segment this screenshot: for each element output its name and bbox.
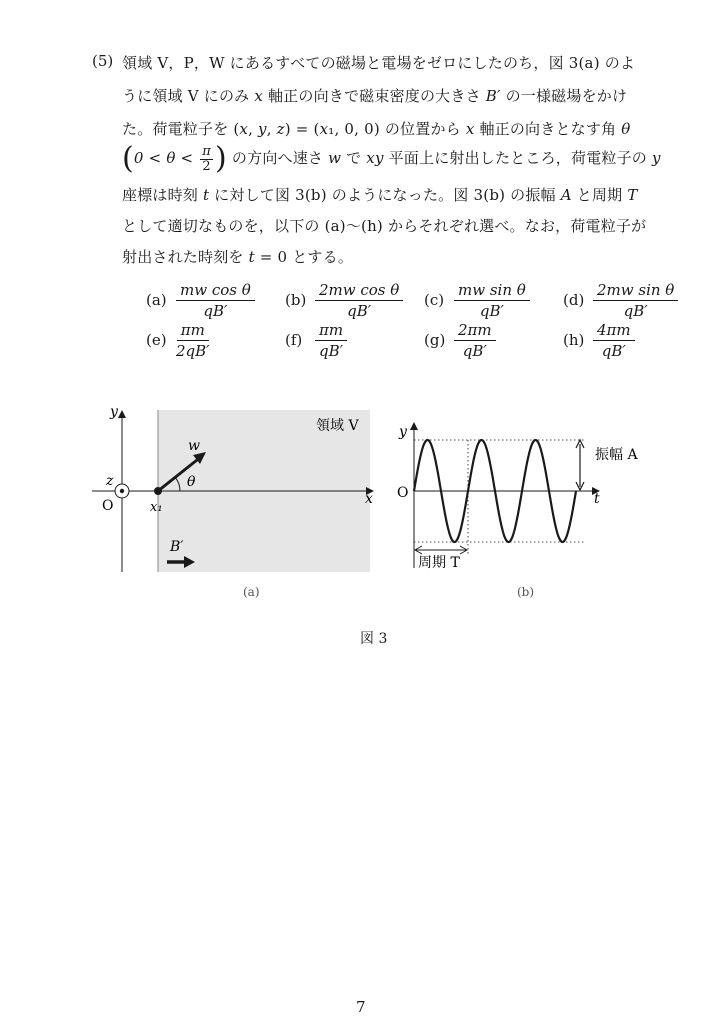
choice-d[interactable]: (d) $\frac{\text{2mw sin θ}}{qB'}$ xyxy=(563,280,678,320)
x-axis-label-a: x xyxy=(365,491,373,507)
question-line-1: 領域 V，P，W にあるすべての磁場と電場をゼロにしたのち，図 3(a) のよ xyxy=(122,54,636,72)
choice-h[interactable]: (h) $\frac{4\pi m}{qB'}$ xyxy=(563,320,635,360)
question-line-7: 射出された時刻を t = 0 とする。 xyxy=(122,248,354,266)
choice-g[interactable]: (g) $\frac{2\pi m}{qB'}$ xyxy=(424,320,496,360)
y-axis-label-b: y xyxy=(399,424,407,440)
question-line-6: として適切なものを，以下の (a)〜(h) からそれぞれ選べ。なお，荷電粒子が xyxy=(122,217,647,235)
question-line-3: た。荷電粒子を (x, y, z) = (x₁, 0, 0) の位置から x 軸正の向きとなす角 θ xyxy=(122,120,631,138)
origin-label-a: O xyxy=(102,498,114,514)
field-label: B′ xyxy=(170,539,184,555)
angle-label: θ xyxy=(187,474,196,490)
y-axis-label-a: y xyxy=(110,404,118,420)
choice-c[interactable]: (c) $\frac{\text{mw sin θ}}{qB'}$ xyxy=(424,280,530,320)
subfigure-label-a: (a) xyxy=(243,585,260,599)
choice-e[interactable]: (e) $\frac{\pi m}{2qB'}$ xyxy=(146,320,210,360)
question-line-4: (0 < θ < $\frac{\pi}{2}$ ) の方向へ速さ w で xy 平面上に射出したところ，荷電粒子の y xyxy=(122,141,661,176)
figure-3b xyxy=(397,424,638,599)
figure-caption: 図 3 xyxy=(360,631,388,647)
origin-label-b: O xyxy=(397,485,409,501)
region-v-label: 領域 V xyxy=(316,418,359,434)
subfigure-label-b: (b) xyxy=(517,585,535,599)
velocity-label: w xyxy=(188,438,200,454)
question-line-2: うに領域 V にのみ x 軸正の向きで磁束密度の大きさ B′ の一様磁場をかけ xyxy=(122,87,628,105)
choice-a[interactable]: (a) $\frac{\text{mw cos θ}}{qB'}$ xyxy=(146,280,255,320)
question-number: (5) xyxy=(92,52,114,70)
figure-3a xyxy=(92,404,373,599)
period-label: 周期 T xyxy=(418,555,460,571)
pi-over-2: $\frac{\pi}{2}$ xyxy=(202,143,212,174)
choice-f[interactable]: (f) $\frac{\pi m}{qB'}$ xyxy=(285,320,347,360)
t-axis-label-b: t xyxy=(594,491,600,507)
page-number: 7 xyxy=(356,998,366,1016)
x1-label: x₁ xyxy=(150,500,163,515)
question-line-5: 座標は時刻 t に対して図 3(b) のようになった。図 3(b) の振幅 A と周期 T xyxy=(122,186,638,204)
z-axis-label: z xyxy=(106,473,114,489)
choice-b[interactable]: (b) $\frac{\text{2mw cos θ}}{qB'}$ xyxy=(285,280,403,320)
amplitude-label: 振幅 A xyxy=(595,447,638,463)
